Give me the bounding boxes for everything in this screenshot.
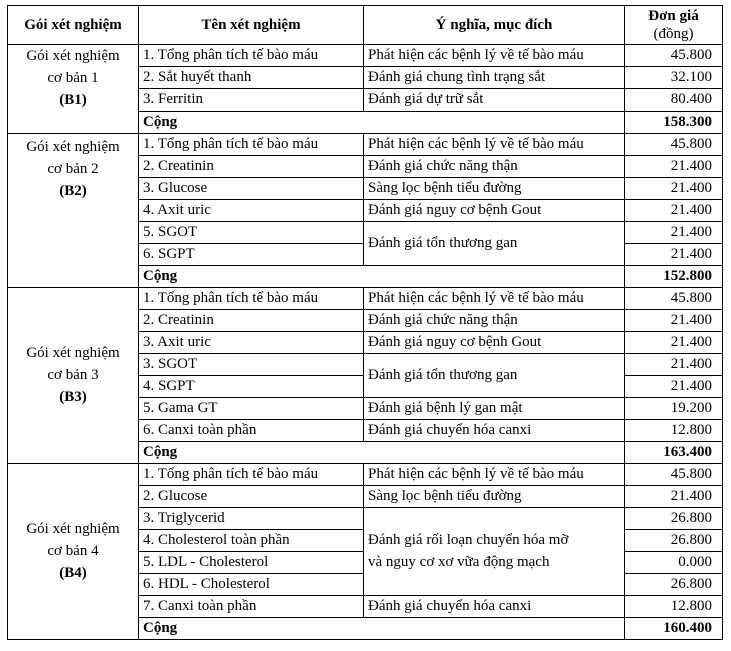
test-purpose: Đánh giá nguy cơ bệnh Gout <box>364 199 625 221</box>
test-price: 21.400 <box>625 199 723 221</box>
header-row <box>8 6 723 45</box>
package-code: (B2) <box>59 182 87 199</box>
test-name: 6. HDL - Cholesterol <box>139 573 364 595</box>
package-name-line2: cơ bản 3 <box>47 367 99 383</box>
test-name: 3. Axit uric <box>139 331 364 353</box>
test-price: 45.800 <box>625 133 723 155</box>
table-row <box>8 133 723 155</box>
header-price-line1: Đơn giá <box>648 8 699 24</box>
test-purpose: Sàng lọc bệnh tiểu đường <box>364 485 625 507</box>
test-purpose: Đánh giá tổn thương gan <box>364 221 625 265</box>
package-cell-b4 <box>8 463 139 639</box>
package-cell-b2 <box>8 133 139 287</box>
table-row <box>8 463 723 485</box>
test-purpose: Phát hiện các bệnh lý về tế bào máu <box>364 463 625 485</box>
test-name: 1. Tổng phân tích tế bào máu <box>139 287 364 309</box>
test-price: 45.800 <box>625 463 723 485</box>
test-purpose: Đánh giá chuyển hóa canxi <box>364 419 625 441</box>
test-name: 2. Sắt huyết thanh <box>139 67 364 89</box>
test-name: 1. Tổng phân tích tế bào máu <box>139 133 364 155</box>
table-row <box>8 287 723 309</box>
header-test: Tên xét nghiệm <box>139 6 364 45</box>
test-price: 21.400 <box>625 331 723 353</box>
test-name: 3. SGOT <box>139 353 364 375</box>
test-purpose: Phát hiện các bệnh lý về tế bào máu <box>364 287 625 309</box>
test-price: 21.400 <box>625 221 723 243</box>
test-price: 19.200 <box>625 397 723 419</box>
test-price: 21.400 <box>625 353 723 375</box>
test-name: 7. Canxi toàn phần <box>139 595 364 617</box>
test-price: 45.800 <box>625 45 723 67</box>
package-name-line1: Gói xét nghiệm <box>26 48 120 64</box>
test-name: 6. Canxi toàn phần <box>139 419 364 441</box>
test-price: 45.800 <box>625 287 723 309</box>
header-group: Gói xét nghiệm <box>8 6 139 45</box>
test-name: 3. Ferritin <box>139 89 364 111</box>
package-code: (B4) <box>59 565 87 581</box>
test-price: 21.400 <box>625 309 723 331</box>
test-name: 4. Cholesterol toàn phần <box>139 529 364 551</box>
test-name: 1. Tổng phân tích tế bào máu <box>139 463 364 485</box>
test-name: 2. Creatinin <box>139 309 364 331</box>
total-price: 160.400 <box>625 617 723 639</box>
package-name-line2: cơ bản 2 <box>47 160 99 177</box>
test-purpose: Phát hiện các bệnh lý về tế bào máu <box>364 45 625 67</box>
total-price: 163.400 <box>625 441 723 463</box>
package-cell-b1-cont <box>8 111 139 133</box>
test-purpose: Đánh giá chức năng thận <box>364 155 625 177</box>
total-label: Cộng <box>139 441 625 463</box>
test-purpose: Đánh giá dự trữ sắt <box>364 89 625 111</box>
test-price: 26.800 <box>625 573 723 595</box>
test-name: 5. LDL - Cholesterol <box>139 551 364 573</box>
header-purpose: Ý nghĩa, mục đích <box>364 6 625 45</box>
header-price-line2: (đồng) <box>653 26 694 42</box>
total-label: Cộng <box>139 617 625 639</box>
header-price <box>625 6 723 45</box>
package-code: (B1) <box>59 92 87 108</box>
test-name: 4. SGPT <box>139 375 364 397</box>
test-purpose: Phát hiện các bệnh lý về tế bào máu <box>364 133 625 155</box>
test-name: 2. Creatinin <box>139 155 364 177</box>
package-cell-b3 <box>8 287 139 463</box>
price-table <box>7 5 723 640</box>
package-name-line2: cơ bản 1 <box>47 70 99 86</box>
test-price: 26.800 <box>625 507 723 529</box>
test-name: 4. Axit uric <box>139 199 364 221</box>
test-price: 21.400 <box>625 243 723 265</box>
package-name-line1: Gói xét nghiệm <box>26 138 120 155</box>
test-price: 32.100 <box>625 67 723 89</box>
test-purpose: Đánh giá bệnh lý gan mật <box>364 397 625 419</box>
test-price: 12.800 <box>625 595 723 617</box>
test-name: 3. Triglycerid <box>139 507 364 529</box>
test-purpose: Sàng lọc bệnh tiểu đường <box>364 177 625 199</box>
test-name: 3. Glucose <box>139 177 364 199</box>
test-purpose: Đánh giá chức năng thận <box>364 309 625 331</box>
test-name: 5. SGOT <box>139 221 364 243</box>
test-name: 5. Gama GT <box>139 397 364 419</box>
total-row <box>8 111 723 133</box>
total-label: Cộng <box>139 111 625 133</box>
total-price: 152.800 <box>625 265 723 287</box>
package-code: (B3) <box>59 389 87 405</box>
test-price: 26.800 <box>625 529 723 551</box>
package-name-line2: cơ bản 4 <box>47 543 99 559</box>
total-label: Cộng <box>139 265 625 287</box>
test-purpose: Đánh giá tổn thương gan <box>364 353 625 397</box>
purpose-line1: Đánh giá rối loạn chuyển hóa mỡ <box>368 532 569 548</box>
package-name-line1: Gói xét nghiệm <box>26 521 120 537</box>
total-price: 158.300 <box>625 111 723 133</box>
test-price: 0.000 <box>625 551 723 573</box>
test-name: 1. Tổng phân tích tế bào máu <box>139 45 364 67</box>
test-price: 80.400 <box>625 89 723 111</box>
test-purpose-merged <box>364 507 625 595</box>
test-purpose: Đánh giá nguy cơ bệnh Gout <box>364 331 625 353</box>
package-name-line1: Gói xét nghiệm <box>26 345 120 361</box>
test-price: 21.400 <box>625 375 723 397</box>
purpose-line2: và nguy cơ xơ vữa động mạch <box>368 554 550 570</box>
test-name: 2. Glucose <box>139 485 364 507</box>
test-name: 6. SGPT <box>139 243 364 265</box>
test-price: 21.400 <box>625 485 723 507</box>
test-purpose: Đánh giá chuyển hóa canxi <box>364 595 625 617</box>
test-price: 12.800 <box>625 419 723 441</box>
test-purpose: Đánh giá chung tình trạng sắt <box>364 67 625 89</box>
test-price: 21.400 <box>625 155 723 177</box>
package-cell-b1 <box>8 45 139 112</box>
table-row <box>8 45 723 67</box>
test-price: 21.400 <box>625 177 723 199</box>
